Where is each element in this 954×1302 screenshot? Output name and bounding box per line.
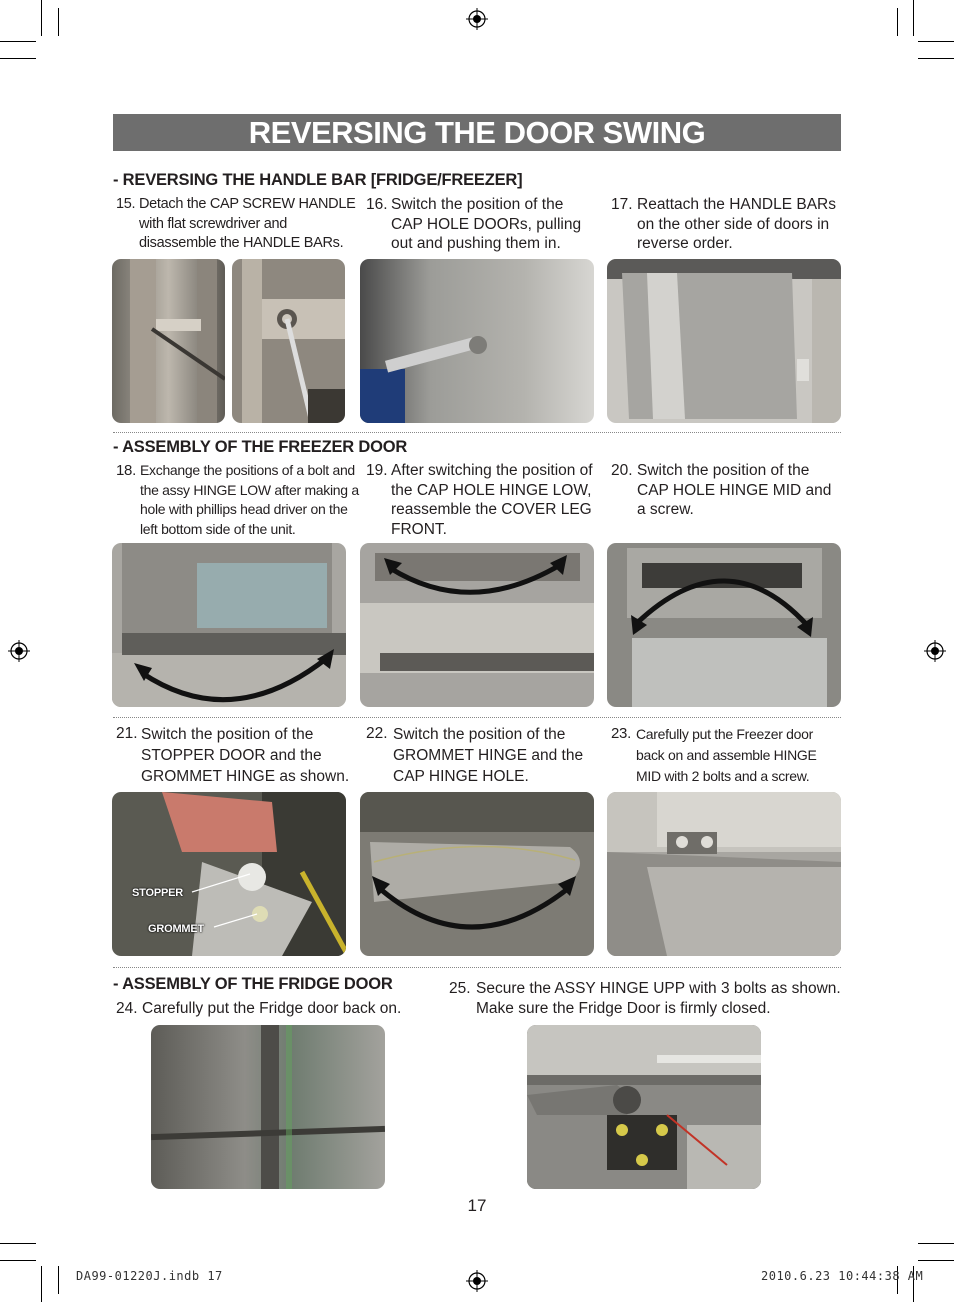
photo-grommet-hinge <box>360 792 594 956</box>
step-number: 19. <box>366 462 388 479</box>
registration-mark-icon <box>466 8 488 30</box>
section-heading-freezer: - ASSEMBLY OF THE FREEZER DOOR <box>113 438 408 456</box>
step-22 <box>366 724 596 787</box>
photo-assy-hinge-upp <box>527 1025 761 1189</box>
section-heading-fridge: - ASSEMBLY OF THE FRIDGE DOOR <box>113 975 393 993</box>
step-text: Detach the CAP SCREW HANDLE with flat screwdriver and disassemble the HANDLE BARs. <box>139 196 356 251</box>
registration-mark-icon <box>8 640 30 662</box>
step-18 <box>116 461 361 539</box>
page-title: REVERSING THE DOOR SWING <box>248 115 706 150</box>
step-text: Reattach the HANDLE BARs on the other side of doors in reverse order. <box>637 196 837 252</box>
step-number: 16. <box>366 196 388 213</box>
photo-handle-cap-screw <box>112 259 225 423</box>
photo-cover-leg-front <box>360 543 594 707</box>
step-15 <box>116 195 361 254</box>
step-text: Switch the position of the CAP HOLE DOORs, pulling out and pushing them in. <box>391 196 582 252</box>
step-16 <box>366 195 596 254</box>
step-number: 24. <box>116 1000 138 1017</box>
title-bar <box>113 114 841 151</box>
page-number: 17 <box>467 1196 487 1215</box>
registration-mark-icon <box>924 640 946 662</box>
step-23 <box>611 724 843 787</box>
step-text: Switch the position of the GROMMET HINGE and the CAP HINGE HOLE. <box>393 726 584 785</box>
footer-timestamp: 2010.6.23 10:44:38 AM <box>761 1269 924 1283</box>
step-text: Exchange the positions of a bolt and the assy HINGE LOW after making a hole with phillips head driver on the left bottom side of the unit. <box>140 462 359 537</box>
section-heading-handle-bar: - REVERSING THE HANDLE BAR [FRIDGE/FREEZER] <box>113 171 523 189</box>
step-number: 17. <box>611 196 633 213</box>
step-number: 25. <box>449 980 471 997</box>
separator <box>113 717 841 718</box>
step-number: 15. <box>116 196 136 212</box>
step-text: Carefully put the Fridge door back on. <box>142 1000 402 1017</box>
step-number: 20. <box>611 462 633 479</box>
separator <box>113 432 841 433</box>
photo-handle-bar-reattach <box>607 259 841 423</box>
photo-hinge-low <box>112 543 346 707</box>
registration-mark-icon <box>466 1270 488 1292</box>
footer-file-info: DA99-01220J.indb 17 <box>76 1269 223 1283</box>
step-number: 23. <box>611 725 631 742</box>
stopper-label: STOPPER <box>132 887 183 899</box>
step-17 <box>611 195 836 254</box>
step-text: After switching the position of the CAP HOLE HINGE LOW, reassemble the COVER LEG FRONT. <box>391 462 593 538</box>
step-number: 18. <box>116 462 136 479</box>
photo-fridge-door-back-on <box>151 1025 385 1189</box>
step-20 <box>611 461 836 520</box>
step-21 <box>116 724 361 787</box>
separator <box>113 967 841 968</box>
photo-stopper-grommet <box>112 792 346 956</box>
step-24 <box>116 999 426 1019</box>
step-25 <box>449 979 849 1018</box>
photo-cap-hole-door <box>360 259 594 423</box>
step-number: 22. <box>366 725 388 742</box>
photo-cap-hole-hinge-mid <box>607 543 841 707</box>
step-text: Switch the position of the CAP HOLE HINGE MID and a screw. <box>637 462 832 518</box>
photo-hinge-mid-assembly <box>607 792 841 956</box>
photo-screwdriver <box>232 259 345 423</box>
step-text: Switch the position of the STOPPER DOOR and the GROMMET HINGE as shown. <box>141 726 350 785</box>
step-text: Secure the ASSY HINGE UPP with 3 bolts as shown. Make sure the Fridge Door is firmly closed. <box>476 980 841 1017</box>
step-19 <box>366 461 596 539</box>
step-number: 21. <box>116 725 138 742</box>
step-text: Carefully put the Freezer door back on and assemble HINGE MID with 2 bolts and a screw. <box>636 726 817 784</box>
grommet-label: GROMMET <box>148 923 205 935</box>
